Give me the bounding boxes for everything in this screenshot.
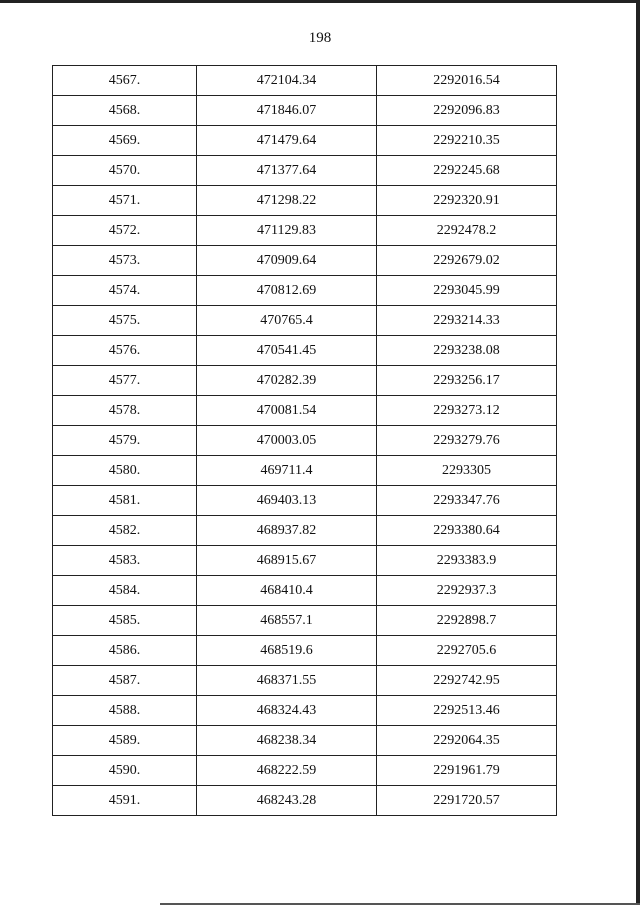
y-coordinate-cell: 2293383.9	[377, 546, 557, 576]
scan-border-top	[0, 0, 640, 3]
point-number-cell: 4575.	[53, 306, 197, 336]
table-row	[53, 366, 557, 396]
x-coordinate-cell: 470003.05	[197, 426, 377, 456]
x-coordinate-cell: 468557.1	[197, 606, 377, 636]
y-coordinate-cell: 2292478.2	[377, 216, 557, 246]
y-coordinate-cell: 2292513.46	[377, 696, 557, 726]
x-coordinate-cell: 468243.28	[197, 786, 377, 816]
point-number-cell: 4582.	[53, 516, 197, 546]
point-number-cell: 4571.	[53, 186, 197, 216]
y-coordinate-cell: 2293238.08	[377, 336, 557, 366]
table-row	[53, 96, 557, 126]
y-coordinate-cell: 2293279.76	[377, 426, 557, 456]
coordinates-table	[52, 65, 557, 816]
point-number-cell: 4572.	[53, 216, 197, 246]
x-coordinate-cell: 468238.34	[197, 726, 377, 756]
point-number-cell: 4576.	[53, 336, 197, 366]
x-coordinate-cell: 468371.55	[197, 666, 377, 696]
table-row	[53, 606, 557, 636]
x-coordinate-cell: 471479.64	[197, 126, 377, 156]
point-number-cell: 4584.	[53, 576, 197, 606]
point-number-cell: 4585.	[53, 606, 197, 636]
x-coordinate-cell: 470909.64	[197, 246, 377, 276]
scan-border-right	[636, 0, 640, 905]
table-row	[53, 156, 557, 186]
y-coordinate-cell: 2293256.17	[377, 366, 557, 396]
x-coordinate-cell: 471298.22	[197, 186, 377, 216]
point-number-cell: 4589.	[53, 726, 197, 756]
table-row	[53, 216, 557, 246]
table-row	[53, 516, 557, 546]
table-row	[53, 66, 557, 96]
table-row	[53, 126, 557, 156]
y-coordinate-cell: 2293380.64	[377, 516, 557, 546]
point-number-cell: 4587.	[53, 666, 197, 696]
table-row	[53, 666, 557, 696]
point-number-cell: 4573.	[53, 246, 197, 276]
table-row	[53, 486, 557, 516]
table-row	[53, 726, 557, 756]
point-number-cell: 4588.	[53, 696, 197, 726]
coordinates-table-body	[53, 66, 557, 816]
y-coordinate-cell: 2291720.57	[377, 786, 557, 816]
y-coordinate-cell: 2293305	[377, 456, 557, 486]
x-coordinate-cell: 470765.4	[197, 306, 377, 336]
point-number-cell: 4577.	[53, 366, 197, 396]
table-row	[53, 576, 557, 606]
table-row	[53, 276, 557, 306]
table-row	[53, 396, 557, 426]
x-coordinate-cell: 469711.4	[197, 456, 377, 486]
y-coordinate-cell: 2293045.99	[377, 276, 557, 306]
y-coordinate-cell: 2292016.54	[377, 66, 557, 96]
y-coordinate-cell: 2293273.12	[377, 396, 557, 426]
table-row	[53, 456, 557, 486]
x-coordinate-cell: 471377.64	[197, 156, 377, 186]
x-coordinate-cell: 468937.82	[197, 516, 377, 546]
point-number-cell: 4583.	[53, 546, 197, 576]
point-number-cell: 4567.	[53, 66, 197, 96]
point-number-cell: 4581.	[53, 486, 197, 516]
x-coordinate-cell: 469403.13	[197, 486, 377, 516]
y-coordinate-cell: 2292096.83	[377, 96, 557, 126]
y-coordinate-cell: 2291961.79	[377, 756, 557, 786]
x-coordinate-cell: 468324.43	[197, 696, 377, 726]
page-number: 198	[308, 30, 332, 46]
point-number-cell: 4591.	[53, 786, 197, 816]
x-coordinate-cell: 468410.4	[197, 576, 377, 606]
y-coordinate-cell: 2293214.33	[377, 306, 557, 336]
point-number-cell: 4579.	[53, 426, 197, 456]
table-row	[53, 186, 557, 216]
x-coordinate-cell: 470541.45	[197, 336, 377, 366]
x-coordinate-cell: 472104.34	[197, 66, 377, 96]
x-coordinate-cell: 470812.69	[197, 276, 377, 306]
x-coordinate-cell: 468222.59	[197, 756, 377, 786]
table-row	[53, 336, 557, 366]
table-row	[53, 246, 557, 276]
y-coordinate-cell: 2292705.6	[377, 636, 557, 666]
point-number-cell: 4574.	[53, 276, 197, 306]
y-coordinate-cell: 2292679.02	[377, 246, 557, 276]
table-row	[53, 696, 557, 726]
table-row	[53, 306, 557, 336]
x-coordinate-cell: 470282.39	[197, 366, 377, 396]
x-coordinate-cell: 468915.67	[197, 546, 377, 576]
point-number-cell: 4586.	[53, 636, 197, 666]
table-row	[53, 636, 557, 666]
table-row	[53, 426, 557, 456]
point-number-cell: 4569.	[53, 126, 197, 156]
point-number-cell: 4568.	[53, 96, 197, 126]
y-coordinate-cell: 2292742.95	[377, 666, 557, 696]
y-coordinate-cell: 2292937.3	[377, 576, 557, 606]
point-number-cell: 4590.	[53, 756, 197, 786]
x-coordinate-cell: 471129.83	[197, 216, 377, 246]
x-coordinate-cell: 468519.6	[197, 636, 377, 666]
y-coordinate-cell: 2293347.76	[377, 486, 557, 516]
y-coordinate-cell: 2292320.91	[377, 186, 557, 216]
point-number-cell: 4570.	[53, 156, 197, 186]
y-coordinate-cell: 2292064.35	[377, 726, 557, 756]
y-coordinate-cell: 2292210.35	[377, 126, 557, 156]
table-row	[53, 786, 557, 816]
table-row	[53, 756, 557, 786]
table-row	[53, 546, 557, 576]
y-coordinate-cell: 2292898.7	[377, 606, 557, 636]
y-coordinate-cell: 2292245.68	[377, 156, 557, 186]
x-coordinate-cell: 471846.07	[197, 96, 377, 126]
x-coordinate-cell: 470081.54	[197, 396, 377, 426]
point-number-cell: 4580.	[53, 456, 197, 486]
point-number-cell: 4578.	[53, 396, 197, 426]
